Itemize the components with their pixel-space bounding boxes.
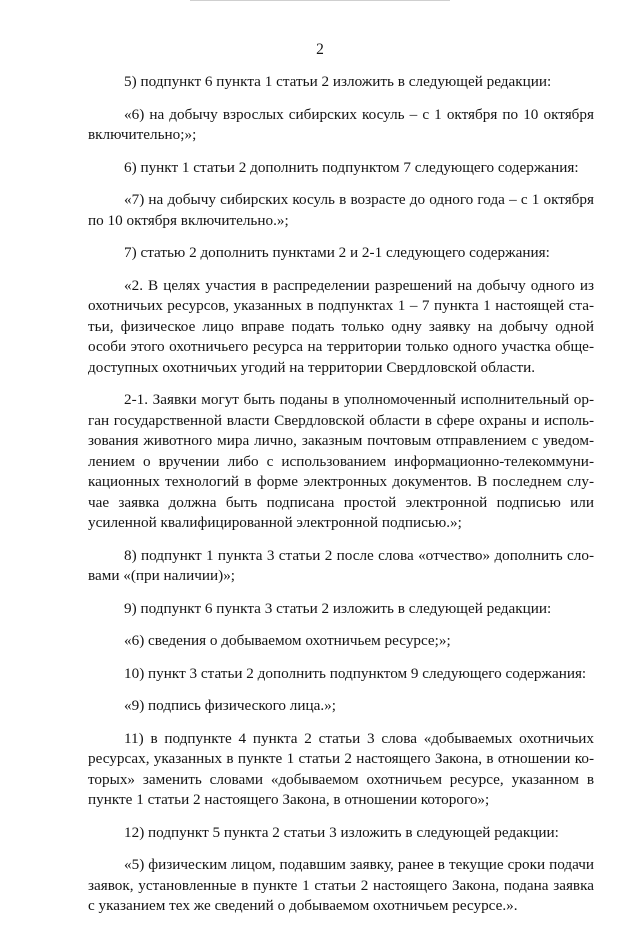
paragraph-quote-9-6: «6) сведения о добываемом охотничьем ресурсе;»;: [124, 632, 451, 649]
paragraph-item-10: 10) пункт 3 статьи 2 дополнить подпунктом 9 следующего содержания:: [124, 664, 587, 682]
page-number: 2: [316, 41, 324, 58]
paragraph-quote-10-9: «9) подпись физического лица.»;: [124, 697, 336, 714]
paragraph-item-11: 11) в подпункте 4 пункта 2 статьи 3 слова «добываемых охотничьих ресурсах, указанных в пункте 1 статьи 2 настоящего Закона, в отношении которых» заменить словами «добываемом охотничьем ресурсе, указанном в пункте 1 статьи 2 настоящего Закона, в отношении которого»;: [88, 729, 594, 808]
paragraph-quote-7: «7) на добычу сибирских косуль в возрасте до одного года – с 1 октября по 10 октября включительно.»;: [88, 191, 594, 229]
top-edge-line: [190, 0, 450, 1]
paragraph-item-6: 6) пункт 1 статьи 2 дополнить подпунктом 7 следующего содержания:: [124, 158, 579, 176]
paragraph-item-9: 9) подпункт 6 пункта 3 статьи 2 изложить в следующей редакции:: [124, 599, 552, 617]
paragraph-item-5: 5) подпункт 6 пункта 1 статьи 2 изложить в следующей редакции:: [124, 73, 552, 90]
document-body: [88, 72, 594, 929]
paragraph-item-12: 12) подпункт 5 пункта 2 статьи 3 изложить в следующей редакции:: [124, 823, 559, 841]
paragraph-item-7: 7) статью 2 дополнить пунктами 2 и 2-1 следующего содержания:: [124, 244, 550, 261]
paragraph-item-8: 8) подпункт 1 пункта 3 статьи 2 после слова «отчество» дополнить словами «(при наличии)»;: [88, 546, 594, 584]
paragraph-quote-6: «6) на добычу взрослых сибирских косуль – с 1 октября по 10 октября включительно;»;: [88, 105, 594, 143]
paragraph-clause-2: «2. В целях участия в распределении разрешений на добычу одного из охотничьих ресурсов, указанных в подпунктах 1 – 7 пункта 1 настоящей статьи, физическое лицо вправе подать только одну заявку на добычу одной особи этого охотничьего ресурса на территории только одного участка общедоступных охотничьих угодий на территории Свердловской области.: [88, 276, 594, 376]
paragraph-quote-12-5: «5) физическим лицом, подавшим заявку, ранее в текущие сроки подачи заявок, установленные в пункте 1 статьи 2 настоящего Закона, подана заявка с указанием тех же сведений о добываемом охотничьем ресурсе.».: [88, 856, 594, 914]
paragraph-clause-2-1: 2-1. Заявки могут быть поданы в уполномоченный исполнительный орган государственной власти Свердловской области в сфере охраны и использования животного мира лично, заказным почтовым отправлением с уведомлением о вручении либо с использованием информационно-телекоммуникационных технологий в форме электронных документов. В последнем случае заявка должна быть подписана простой электронной подписью или усиленной квалифицированной электронной подписью.»;: [88, 391, 594, 531]
